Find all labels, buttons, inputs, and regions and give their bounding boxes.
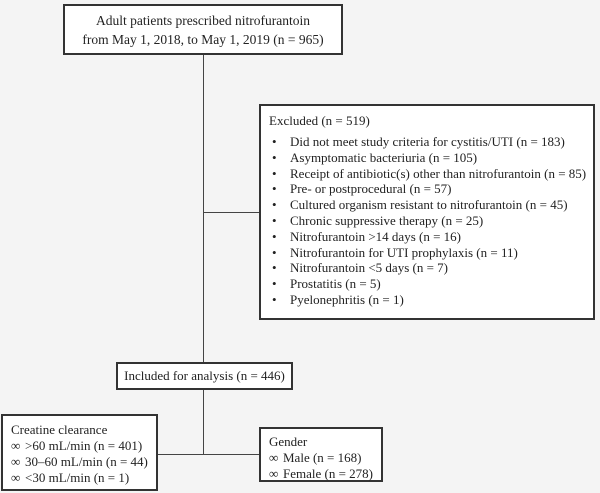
gender-item: [269, 466, 381, 482]
excluded-item-label: Asymptomatic bacteriuria (n = 105): [290, 149, 478, 165]
bullet-icon: •: [272, 134, 277, 149]
bullet-icon: •: [272, 149, 277, 165]
connector-included-down: [203, 390, 204, 454]
excluded-item: [269, 166, 587, 182]
excluded-title: Excluded (n = 519): [269, 113, 370, 128]
excluded-item-label: Pre- or postprocedural (n = 57): [290, 181, 452, 197]
excluded-item: [269, 134, 587, 150]
box-excluded: [259, 104, 595, 320]
infinity-icon: ∞: [11, 470, 21, 485]
creatine-title: Creatine clearance: [11, 422, 108, 437]
excluded-item: [269, 245, 587, 261]
infinity-icon: ∞: [269, 466, 279, 481]
creatine-item-label: >60 mL/min (n = 401): [25, 438, 143, 453]
bullet-icon: •: [272, 260, 277, 276]
bullet-icon: •: [272, 212, 277, 228]
bullet-icon: •: [272, 276, 277, 292]
creatine-item: [11, 438, 156, 454]
gender-item: [269, 450, 381, 466]
connector-excluded-branch: [203, 212, 259, 213]
bullet-icon: •: [272, 165, 277, 181]
gender-item-label: Male (n = 168): [283, 450, 362, 465]
excluded-item-label: Cultured organism resistant to nitrofurantoin (n = 45): [290, 197, 568, 213]
all-patients-line-2: from May 1, 2018, to May 1, 2019 (n = 965): [82, 32, 324, 47]
excluded-item: [269, 197, 587, 213]
creatine-item-label: <30 mL/min (n = 1): [25, 470, 130, 485]
excluded-item: [269, 213, 587, 229]
excluded-item: [269, 292, 587, 308]
all-patients-line-1: Adult patients prescribed nitrofurantoin: [95, 13, 311, 28]
excluded-item: [269, 181, 587, 197]
infinity-icon: ∞: [11, 454, 21, 469]
bullet-icon: •: [272, 244, 277, 260]
box-gender: [259, 427, 383, 482]
excluded-item-label: Receipt of antibiotic(s) other than nitrofurantoin (n = 85): [290, 165, 587, 181]
excluded-item: [269, 260, 587, 276]
infinity-icon: ∞: [11, 438, 21, 453]
creatine-item-label: 30–60 mL/min (n = 44): [25, 454, 148, 469]
bullet-icon: •: [272, 228, 277, 244]
bullet-icon: •: [272, 291, 277, 307]
gender-title: Gender: [269, 434, 308, 449]
excluded-item: [269, 276, 587, 292]
connector-main-vertical: [203, 55, 204, 362]
excluded-item: [269, 150, 587, 166]
excluded-item-label: Nitrofurantoin <5 days (n = 7): [290, 260, 448, 276]
excluded-item: [269, 229, 587, 245]
excluded-item-label: Nitrofurantoin >14 days (n = 16): [290, 228, 461, 244]
excluded-item-label: Prostatitis (n = 5): [290, 276, 381, 292]
box-creatine-clearance: [1, 414, 158, 491]
excluded-item-label: Nitrofurantoin for UTI prophylaxis (n = 11): [290, 244, 518, 260]
creatine-item: [11, 454, 156, 470]
box-included: [116, 362, 293, 390]
connector-split-horizontal: [158, 454, 259, 455]
excluded-item-label: Pyelonephritis (n = 1): [290, 291, 404, 307]
bullet-icon: •: [272, 181, 277, 197]
box-all-patients: [63, 4, 343, 55]
bullet-icon: •: [272, 197, 277, 213]
included-label: Included for analysis (n = 446): [124, 368, 285, 383]
excluded-item-label: Did not meet study criteria for cystitis/UTI (n = 183): [290, 134, 565, 149]
creatine-item: [11, 470, 156, 486]
excluded-list: [269, 134, 587, 308]
excluded-item-label: Chronic suppressive therapy (n = 25): [290, 212, 484, 228]
gender-item-label: Female (n = 278): [283, 466, 374, 481]
infinity-icon: ∞: [269, 450, 279, 465]
